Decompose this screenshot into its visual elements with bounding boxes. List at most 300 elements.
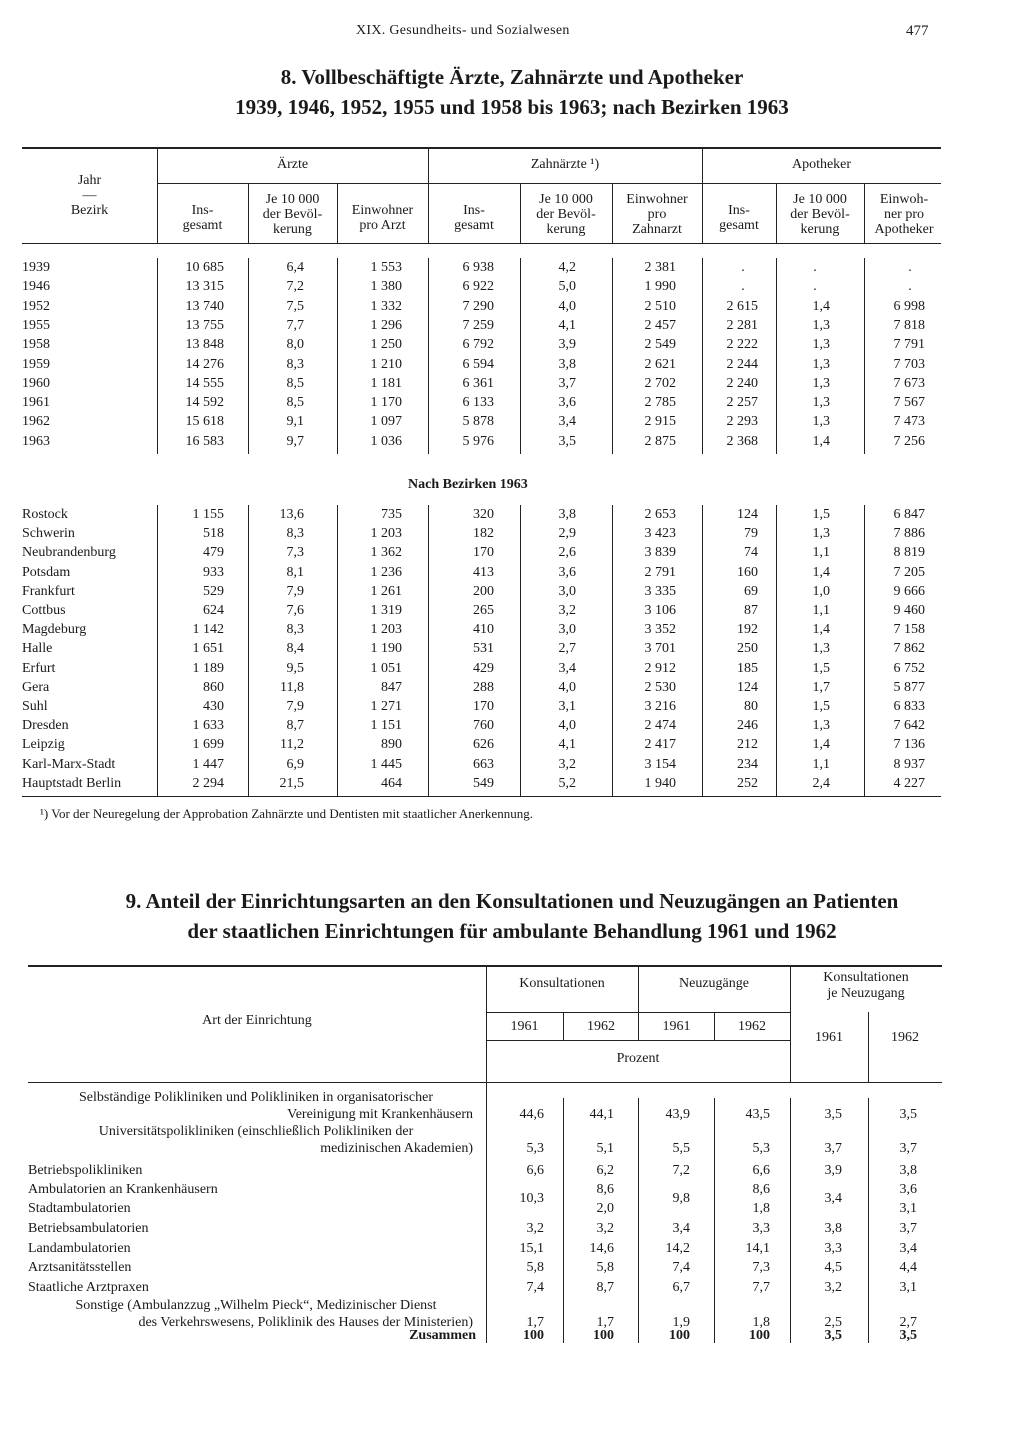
table8-year-value: 7 818 xyxy=(893,317,925,333)
table8-district-value: 234 xyxy=(737,756,758,772)
table8-year-value: 9,1 xyxy=(286,414,304,430)
table9-year-header: 1961 xyxy=(662,1019,691,1034)
table9-row-value: 7,3 xyxy=(752,1260,770,1275)
table8-year-value: 1,3 xyxy=(812,356,830,372)
table8-col-header-p_je: Je 10 000 der Bevöl- kerung xyxy=(790,192,850,237)
table8-district-value: 3 106 xyxy=(644,603,676,618)
table8-footnote: ¹) Vor der Neuregelung der Approbation Zahnärzte und Dentisten mit staatlicher Anerkennung. xyxy=(40,806,533,821)
table8-district-value: 2 912 xyxy=(644,660,676,676)
table8-district-value: 124 xyxy=(737,679,758,695)
table9-row-value: 3,1 xyxy=(899,1280,917,1295)
table8-year-label: 1961 xyxy=(22,394,148,412)
table8-year-value: 2 615 xyxy=(726,298,758,314)
table9-row-value: 14,1 xyxy=(745,1241,770,1256)
table8-district-value: 1,3 xyxy=(812,641,830,657)
table8-district-value: 170 xyxy=(473,545,494,561)
running-title: XIX. Gesundheits- und Sozialwesen xyxy=(356,23,570,38)
table8-district-value: 1,5 xyxy=(812,699,830,714)
table8-district-value: 1,1 xyxy=(812,756,830,772)
table8-district-value: 1,7 xyxy=(812,679,830,695)
table8-district-value: 6 847 xyxy=(893,507,925,522)
table8-district-value: 760 xyxy=(473,718,494,734)
table8-year-value: 2 785 xyxy=(644,395,676,411)
running-head xyxy=(0,23,1024,43)
table8-year-value: 2 240 xyxy=(726,375,758,391)
table8-title xyxy=(0,62,1024,122)
table9-row-value: 5,8 xyxy=(526,1260,544,1275)
table8-year-value: 1,3 xyxy=(812,414,830,430)
table8-district-value: 170 xyxy=(473,699,494,714)
table9-row-value: 5,5 xyxy=(672,1141,690,1156)
table8-district-value: 3,2 xyxy=(558,603,576,618)
table8-district-value: 1 271 xyxy=(370,699,402,714)
table9-row-value: 15,1 xyxy=(519,1241,544,1256)
table8-year-value: 2 915 xyxy=(644,414,676,430)
table8-year-value: 6 938 xyxy=(462,260,494,275)
table8-district-value: 4,1 xyxy=(558,737,576,753)
table8-district-value: 1,3 xyxy=(812,526,830,542)
table8-group-zahnaerzte: Zahnärzte ¹) xyxy=(530,157,600,172)
table9-row-value: 6,7 xyxy=(672,1280,690,1295)
table8-title-line2: 1939, 1946, 1952, 1955 und 1958 bis 1963; nach Bezirken 1963 xyxy=(235,95,789,119)
table8-district-value: 518 xyxy=(203,526,224,542)
table8-year-value: 4,0 xyxy=(558,298,576,314)
table9-row-value: 6,2 xyxy=(596,1163,614,1178)
table8-year-value: 7 673 xyxy=(893,375,925,391)
table8-year-value: 14 276 xyxy=(185,356,224,372)
table8-year-value: 1,3 xyxy=(812,375,830,391)
table8-year-label: 1952 xyxy=(22,298,148,316)
table9-top-rule xyxy=(28,965,942,967)
table8-year-value: 3,6 xyxy=(558,395,576,411)
table9-row-value: 7,2 xyxy=(672,1163,690,1178)
table9-row-value: 4,4 xyxy=(899,1260,917,1275)
table8-year-value: 8,3 xyxy=(286,356,304,372)
table8-district-value: 549 xyxy=(473,775,494,791)
table8-year-value: 8,5 xyxy=(286,375,304,391)
table9-stub-header: Art der Einrichtung xyxy=(202,1013,312,1028)
table8-col-header-a_ew: Einwohner pro Arzt xyxy=(351,203,414,233)
table9-row-value: 3,9 xyxy=(824,1163,842,1178)
table9-title xyxy=(0,886,1024,946)
table9-merged-value: 9,8 xyxy=(672,1191,690,1206)
table8-group-apotheker: Apotheker xyxy=(791,157,852,172)
table8-year-value: 3,7 xyxy=(558,375,576,391)
table9-row-value: 14,6 xyxy=(589,1241,614,1256)
table8-col-header-z_ew: Einwohner pro Zahnarzt xyxy=(626,192,688,237)
table8-year-value: 7 256 xyxy=(893,433,925,449)
table9-year-header: 1962 xyxy=(891,1030,919,1045)
table8-year-value: 7 703 xyxy=(893,356,925,372)
table8-district-value: 1 362 xyxy=(370,545,402,561)
table8-year-value: 15 618 xyxy=(185,414,224,430)
table8-district-value: 430 xyxy=(203,699,224,714)
table8-district-value: 479 xyxy=(203,545,224,561)
table8-district-label: Leipzig xyxy=(22,736,148,754)
table8-district-value: 413 xyxy=(473,564,494,580)
table9-year-header: 1961 xyxy=(510,1019,539,1034)
table8-year-value: 13 740 xyxy=(185,298,224,314)
table8-district-value: 8 819 xyxy=(893,545,925,561)
table8-district-value: 320 xyxy=(473,507,494,522)
table9-year-header: 1961 xyxy=(815,1030,843,1045)
table8-district-value: 7,9 xyxy=(286,583,304,599)
table8-district-value: 3,2 xyxy=(558,756,576,772)
table8-year-value: 2 549 xyxy=(644,337,676,353)
table8-district-value: 192 xyxy=(737,622,758,638)
table8-district-value: 265 xyxy=(473,603,494,618)
table9-row-value: 6,6 xyxy=(526,1163,544,1178)
table8-district-value: 1,4 xyxy=(812,564,830,580)
table8-col-header-a_ins: Ins- gesamt xyxy=(182,203,223,233)
table8-col-header-p_ew: Einwoh- ner pro Apotheker xyxy=(874,192,934,237)
table9-row-value: 1,9 xyxy=(672,1315,690,1330)
table8-district-value: 1 236 xyxy=(370,564,402,580)
table8-top-rule xyxy=(22,147,941,149)
table8-year-value: 2 510 xyxy=(644,298,676,314)
table8-year-value: 1 097 xyxy=(370,414,402,430)
table8-year-value: 14 592 xyxy=(185,395,224,411)
table8-year-label: 1959 xyxy=(22,356,148,374)
table8-stub-header: Jahr — Bezirk xyxy=(70,173,109,218)
table8-year-value: . xyxy=(741,260,745,275)
table8-district-label: Neubrandenburg xyxy=(22,544,148,562)
table9-row-value: 7,4 xyxy=(526,1280,544,1295)
table8-district-value: 6,9 xyxy=(286,756,304,772)
table8-year-value: 2 281 xyxy=(726,317,758,333)
table8-district-value: 1,0 xyxy=(812,583,830,599)
table9-row-value: 6,6 xyxy=(752,1163,770,1178)
table8-district-value: 1,5 xyxy=(812,507,830,522)
table8-district-value: 3 423 xyxy=(644,526,676,542)
table8-year-value: 13 755 xyxy=(185,317,224,333)
table8-district-value: 3,0 xyxy=(558,622,576,638)
table9-row-value: 3,2 xyxy=(596,1221,614,1236)
table9-row-value: 3,5 xyxy=(899,1107,917,1122)
table8-year-value: 3,9 xyxy=(558,337,576,353)
table8-district-value: 80 xyxy=(744,699,758,714)
table8-year-value: . xyxy=(908,279,912,295)
table8-year-label: 1939 xyxy=(22,259,148,277)
table8-district-value: 9 460 xyxy=(893,603,925,618)
table9-row-value: 44,6 xyxy=(519,1107,544,1122)
table9-row-value: 1,7 xyxy=(526,1315,544,1330)
table9-row-value: 3,7 xyxy=(899,1221,917,1236)
table9-total-value: 100 xyxy=(749,1328,770,1343)
table9-row-label: des Verkehrswesens, Poliklinik des Hauses der Ministerien) xyxy=(36,1314,476,1331)
table9-row-value: 3,5 xyxy=(824,1107,842,1122)
table8-district-value: 429 xyxy=(473,660,494,676)
table8-district-value: 1,4 xyxy=(812,737,830,753)
table8-year-value: 1 990 xyxy=(644,279,676,295)
table8-district-label: Hauptstadt Berlin xyxy=(22,775,148,793)
table8-district-value: 7 886 xyxy=(893,526,925,542)
table8-district-value: 3 216 xyxy=(644,699,676,714)
table8-year-value: 2 257 xyxy=(726,395,758,411)
table8-district-value: 8,3 xyxy=(286,622,304,638)
table8-col-header-z_je: Je 10 000 der Bevöl- kerung xyxy=(536,192,596,237)
table9-row-label: Landambulatorien xyxy=(28,1240,476,1257)
table8-district-value: 74 xyxy=(744,545,758,561)
table8-year-value: 2 293 xyxy=(726,414,758,430)
table9-row-label: Universitätspolikliniken (einschließlich Polikliniken der xyxy=(98,1124,414,1139)
table8-year-value: . xyxy=(741,279,745,295)
table8-district-value: 531 xyxy=(473,641,494,657)
table8-year-value: 1 332 xyxy=(370,298,402,314)
table8-col-header-z_ins: Ins- gesamt xyxy=(454,203,494,233)
table9-row-value: 3,7 xyxy=(824,1141,842,1156)
table8-year-value: 1 380 xyxy=(370,279,402,295)
table8-year-value: 7,7 xyxy=(286,317,304,333)
table8-district-label: Schwerin xyxy=(22,525,148,543)
table8-district-label: Dresden xyxy=(22,717,148,735)
table8-district-value: 7,6 xyxy=(286,603,304,618)
table8-year-value: 6 998 xyxy=(893,298,925,314)
table9-row-value: 8,7 xyxy=(596,1280,614,1295)
table8-district-value: 2 417 xyxy=(644,737,676,753)
table8-district-value: 4,0 xyxy=(558,679,576,695)
table8-year-value: 3,4 xyxy=(558,414,576,430)
table8-district-value: 3 154 xyxy=(644,756,676,772)
table9-row-value: 44,1 xyxy=(589,1107,614,1122)
table8-district-value: 87 xyxy=(744,603,758,618)
table8-district-value: 1 699 xyxy=(192,737,224,753)
table8-district-value: 626 xyxy=(473,737,494,753)
table9-row-value: 1,7 xyxy=(596,1315,614,1330)
table8-district-value: 2,9 xyxy=(558,526,576,542)
table9-row-value: 8,6 xyxy=(596,1182,614,1197)
table9-row-value: 1,8 xyxy=(752,1315,770,1330)
table8-district-value: 1,4 xyxy=(812,622,830,638)
table9-row-value: 3,7 xyxy=(899,1141,917,1156)
table8-district-value: 3 335 xyxy=(644,583,676,599)
table8-year-label: 1958 xyxy=(22,336,148,354)
table8-year-value: 1,3 xyxy=(812,337,830,353)
table8-year-label: 1960 xyxy=(22,375,148,393)
table9-row-label: Stadtambulatorien xyxy=(28,1200,476,1217)
table8-year-value: 13 848 xyxy=(185,337,224,353)
table8-year-value: 1 170 xyxy=(370,395,402,411)
table8-district-value: 1 203 xyxy=(370,526,402,542)
table8-district-value: 663 xyxy=(473,756,494,772)
table8-district-value: 7 205 xyxy=(893,564,925,580)
table8-year-value: 6 792 xyxy=(462,337,494,353)
table8-year-value: 2 702 xyxy=(644,375,676,391)
table8-year-value: 13 315 xyxy=(185,279,224,295)
table9-row-label: Vereinigung mit Krankenhäusern xyxy=(36,1106,476,1123)
table9-row-value: 4,5 xyxy=(824,1260,842,1275)
table8-district-value: 250 xyxy=(737,641,758,657)
table9-year-header: 1962 xyxy=(738,1019,766,1034)
page-number: 477 xyxy=(906,23,929,39)
table8-district-value: 6 752 xyxy=(893,660,925,676)
table9-row-label: medizinischen Akademien) xyxy=(36,1140,476,1157)
table9-merged-value: 10,3 xyxy=(519,1191,544,1206)
table8-year-value: 7,2 xyxy=(286,279,304,295)
table8-district-value: 13,6 xyxy=(279,507,304,522)
table8-district-value: 2,4 xyxy=(812,775,830,791)
table9-total-value: 100 xyxy=(593,1328,614,1343)
table8-district-value: 890 xyxy=(381,737,402,753)
table9-row-label: Selbständige Polikliniken und Polikliniken in organisatorischer xyxy=(79,1090,433,1105)
table9-total-value: 100 xyxy=(669,1328,690,1343)
table8-district-value: 1 940 xyxy=(644,775,676,791)
table9-row-value: 43,9 xyxy=(665,1107,690,1122)
table8-district-value: 2 530 xyxy=(644,679,676,695)
table9-row-label: Betriebsambulatorien xyxy=(28,1220,476,1237)
table9-group-neu: Neuzugänge xyxy=(679,976,749,991)
table8-district-value: 8 937 xyxy=(893,756,925,772)
table8-col-header-a_je: Je 10 000 der Bevöl- kerung xyxy=(262,192,323,237)
table8-district-value: 8,4 xyxy=(286,641,304,657)
table8-district-value: 182 xyxy=(473,526,494,542)
table8-year-value: 2 244 xyxy=(726,356,758,372)
table8-year-value: 2 875 xyxy=(644,433,676,449)
table9-year-header: 1962 xyxy=(587,1019,615,1034)
table8-district-value: 5 877 xyxy=(893,679,925,695)
table8-header-rule xyxy=(22,243,941,244)
table9-unit: Prozent xyxy=(616,1051,660,1066)
table8-year-value: 2 457 xyxy=(644,317,676,333)
table8-year-value: 6 361 xyxy=(462,375,494,391)
table9-title-line1: 9. Anteil der Einrichtungsarten an den Konsultationen und Neuzugängen an Patienten xyxy=(125,889,899,913)
table9-row-value: 8,6 xyxy=(752,1182,770,1197)
table9-row-value: 2,5 xyxy=(824,1315,842,1330)
table9-row-label: Betriebspolikliniken xyxy=(28,1162,476,1179)
table8-year-value: 16 583 xyxy=(185,433,224,449)
table9-row-value: 3,2 xyxy=(824,1280,842,1295)
table8-year-value: 1,3 xyxy=(812,395,830,411)
table8-district-label: Suhl xyxy=(22,698,148,716)
table8-district-value: 2 791 xyxy=(644,564,676,580)
table8-year-value: 5,0 xyxy=(558,279,576,295)
table8-year-value: 7 791 xyxy=(893,337,925,353)
table9-row-value: 2,0 xyxy=(596,1201,614,1216)
table8-title-line1: 8. Vollbeschäftigte Ärzte, Zahnärzte und Apotheker xyxy=(280,65,744,89)
table8-district-value: 9,5 xyxy=(286,660,304,676)
table8-district-value: 9 666 xyxy=(893,583,925,599)
table8-year-value: 7,5 xyxy=(286,298,304,314)
table8-district-value: 2 653 xyxy=(644,507,676,522)
table9-row-value: 3,8 xyxy=(899,1163,917,1178)
table9-merged-value: 3,4 xyxy=(824,1191,842,1206)
table8-district-value: 69 xyxy=(744,583,758,599)
table8-year-value: 6 922 xyxy=(462,279,494,295)
table9-row-value: 1,8 xyxy=(752,1201,770,1216)
table8-district-value: 3 839 xyxy=(644,545,676,561)
table9-header-rule xyxy=(28,1082,942,1083)
table8-district-value: 2,7 xyxy=(558,641,576,657)
table9-group-kpn: Konsultationen je Neuzugang xyxy=(823,970,909,1001)
table8-district-value: 7,3 xyxy=(286,545,304,561)
table8-district-label: Rostock xyxy=(22,506,148,524)
table8-district-label: Gera xyxy=(22,679,148,697)
table8-section-label: Nach Bezirken 1963 xyxy=(408,477,528,492)
table8-district-value: 1 447 xyxy=(192,756,224,772)
table8-district-value: 2 474 xyxy=(644,718,676,734)
table9-row-label: Arztsanitätsstellen xyxy=(28,1259,476,1276)
table9-row-value: 5,3 xyxy=(752,1141,770,1156)
table8-district-value: 1,3 xyxy=(812,718,830,734)
table8-year-label: 1955 xyxy=(22,317,148,335)
table8-district-value: 624 xyxy=(203,603,224,618)
table8-district-value: 8,7 xyxy=(286,718,304,734)
table8-district-label: Cottbus xyxy=(22,602,148,620)
table8-district-value: 200 xyxy=(473,583,494,599)
table8-col-header-p_ins: Ins- gesamt xyxy=(719,203,759,233)
table9-row-value: 2,7 xyxy=(899,1315,917,1330)
table8-district-value: 11,2 xyxy=(280,737,304,753)
table9-row-value: 3,4 xyxy=(672,1221,690,1236)
table8-district-value: 847 xyxy=(381,679,402,695)
table8-district-value: 1 155 xyxy=(192,507,224,522)
table8-district-value: 410 xyxy=(473,622,494,638)
table8-district-value: 4,0 xyxy=(558,718,576,734)
table9-row-value: 7,7 xyxy=(752,1280,770,1295)
table8-district-value: 1 051 xyxy=(370,660,402,676)
table8-district-value: 79 xyxy=(744,526,758,542)
table8-district-label: Halle xyxy=(22,640,148,658)
table8-year-value: 2 222 xyxy=(726,337,758,353)
table8-district-value: 1,1 xyxy=(812,603,830,618)
table8-district-value: 252 xyxy=(737,775,758,791)
table9-year-rule xyxy=(486,1040,790,1041)
table8-district-value: 3,0 xyxy=(558,583,576,599)
table8-district-value: 7 862 xyxy=(893,641,925,657)
table8-year-value: 5 976 xyxy=(462,433,494,449)
table9-row-value: 7,4 xyxy=(672,1260,690,1275)
table8-year-value: . xyxy=(813,260,817,275)
table8-district-value: 21,5 xyxy=(279,775,304,791)
table8-district-value: 2,6 xyxy=(558,545,576,561)
table8-district-value: 529 xyxy=(203,583,224,599)
table8-district-label: Frankfurt xyxy=(22,583,148,601)
table8-year-value: 1 181 xyxy=(370,375,402,391)
table8-district-value: 160 xyxy=(737,564,758,580)
table8-year-value: 7 259 xyxy=(462,317,494,333)
table8-year-value: 6 133 xyxy=(462,395,494,411)
table8-year-label: 1963 xyxy=(22,433,148,451)
table8-year-value: . xyxy=(813,279,817,295)
table8-year-value: 4,1 xyxy=(558,317,576,333)
table8-district-value: 3,8 xyxy=(558,507,576,522)
table8-district-value: 11,8 xyxy=(280,679,304,695)
table8-year-value: 4,2 xyxy=(558,260,576,275)
table8-district-value: 7 158 xyxy=(893,622,925,638)
table9-total-value: 3,5 xyxy=(899,1328,917,1343)
table8-district-value: 1 445 xyxy=(370,756,402,772)
table9-divider xyxy=(868,1012,869,1082)
table8-district-value: 3,6 xyxy=(558,564,576,580)
table8-district-value: 288 xyxy=(473,679,494,695)
table9-row-value: 3,4 xyxy=(899,1241,917,1256)
table9-row-value: 3,6 xyxy=(899,1182,917,1197)
table8-district-value: 860 xyxy=(203,679,224,695)
table9-row-value: 5,1 xyxy=(596,1141,614,1156)
table8-district-value: 3 701 xyxy=(644,641,676,657)
table8-district-label: Erfurt xyxy=(22,660,148,678)
table8-year-value: . xyxy=(908,260,912,275)
table8-district-value: 3 352 xyxy=(644,622,676,638)
table8-district-value: 1,1 xyxy=(812,545,830,561)
table8-district-value: 7 642 xyxy=(893,718,925,734)
table8-year-value: 5 878 xyxy=(462,414,494,430)
table9-row-label: Staatliche Arztpraxen xyxy=(28,1279,476,1296)
table9-row-value: 14,2 xyxy=(665,1241,690,1256)
table9-row-label: Ambulatorien an Krankenhäusern xyxy=(28,1181,476,1198)
table8-year-value: 3,8 xyxy=(558,356,576,372)
table8-district-value: 1 633 xyxy=(192,718,224,734)
